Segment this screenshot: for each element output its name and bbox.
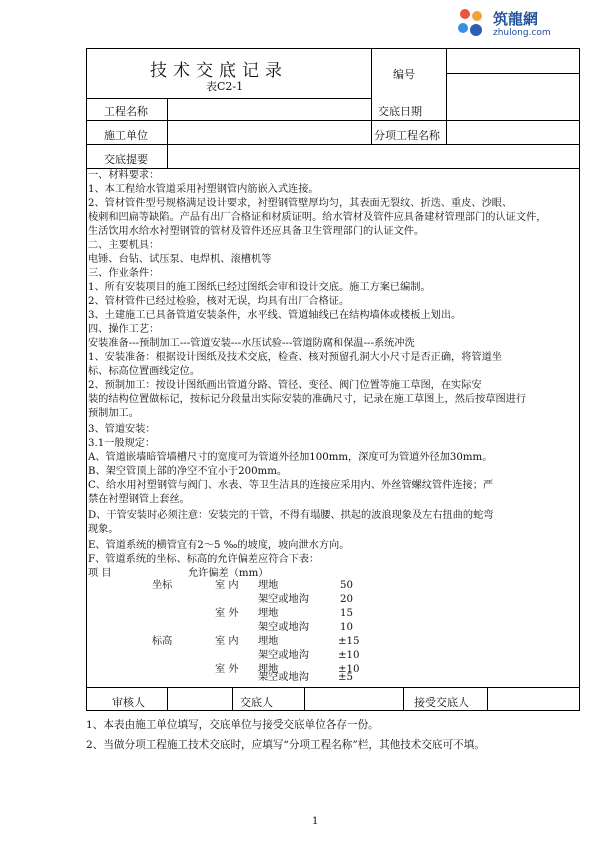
tolerance-item: 坐标	[152, 580, 173, 591]
logo-name: 筑龍網	[493, 10, 539, 28]
tolerance-location: 室 外	[215, 664, 239, 675]
handover-person-label: 交底人	[240, 696, 273, 709]
content-line: 2、预制加工：按设计图纸画出管道分路、管径、变径、阀门位置等施工草图，在实际安	[88, 380, 482, 391]
construction-unit-label: 施工单位	[104, 129, 148, 142]
summary-label: 交底提要	[104, 153, 148, 166]
content-line: 装的结构位置做标记，按标记分段量出实际安装的准确尺寸，记录在施工草图上，然后按草图进行	[88, 394, 527, 405]
content-line: 预制加工。	[88, 408, 139, 419]
content-line: F、管道系统的坐标、标高的允许偏差应符合下表：	[88, 554, 320, 565]
tolerance-value: ±15	[338, 636, 360, 647]
content-line: B、架空管顶上部的净空不宜小于200mm。	[88, 466, 288, 477]
divider	[371, 120, 372, 144]
logo-domain: zhulong.com	[493, 28, 551, 38]
divider	[167, 687, 168, 711]
tolerance-type: 架空或地沟	[258, 594, 309, 605]
tolerance-type: 埋地	[258, 608, 279, 619]
divider	[86, 168, 580, 169]
content-line: 现象。	[88, 524, 119, 535]
divider	[86, 98, 371, 99]
divider	[446, 48, 447, 120]
content-line: 1、本工程给水管道采用衬塑钢管内筋嵌入式连接。	[88, 184, 319, 195]
tolerance-location: 室 内	[215, 636, 239, 647]
tolerance-header-item: 项 目	[88, 568, 112, 579]
content-line: 棱刺和凹扁等缺陷。产品有出厂合格证和材质证明。给水管材及管件应具备建材管理部门的认证文件，	[88, 212, 547, 223]
tolerance-type: 埋地	[258, 580, 279, 591]
content-line: 1、安装准备：根据设计图纸及技术交底，检查、核对预留孔洞大小尺寸是否正确，将管道坐	[88, 352, 502, 363]
content-line: D、干管安装时必须注意：安装完的干管，不得有塌腰、拱起的波浪现象及左右扭曲的蛇弯	[88, 510, 494, 521]
tolerance-value: 50	[340, 580, 353, 591]
content-line: 二、主要机具：	[88, 240, 160, 251]
tolerance-type: 架空或地沟	[258, 672, 309, 683]
tolerance-header-value: 允许偏差（mm）	[188, 568, 269, 579]
content-line: 一、材料要求：	[88, 170, 160, 181]
content-line: 禁在衬塑钢管上套丝。	[88, 494, 190, 505]
content-line: 2、管材管件已经过检验，核对无误，均具有出厂合格证。	[88, 296, 350, 307]
number-label: 编号	[393, 68, 415, 81]
divider	[86, 144, 580, 145]
divider	[304, 687, 305, 711]
logo	[455, 6, 575, 44]
form-subtitle: 表C2-1	[206, 80, 244, 93]
divider	[86, 687, 580, 688]
tolerance-location: 室 外	[215, 608, 239, 619]
content-line: C、给水用衬塑钢管与阀门、水表、等卫生洁具的连接应采用内、外丝管螺纹管件连接；严	[88, 480, 494, 491]
content-line: E、管道系统的横管宜有2～5 ‰的坡度，坡向泄水方向。	[88, 540, 350, 551]
tolerance-type: 埋地	[258, 664, 279, 675]
divider	[446, 120, 447, 144]
content-line: 电锤、台钻、试压泵、电焊机、滚槽机等	[88, 254, 272, 265]
content-line: 标、标高位置画线定位。	[88, 366, 201, 377]
content-line: 三、作业条件：	[88, 268, 160, 279]
divider	[232, 687, 233, 711]
reviewer-label: 审核人	[112, 696, 145, 709]
content-line: 四、操作工艺：	[88, 324, 160, 335]
divider	[487, 687, 488, 711]
tolerance-item: 标高	[152, 636, 173, 647]
tolerance-value: ±5	[338, 672, 354, 683]
divider	[371, 48, 372, 120]
content-line: A、管道嵌墙暗管墙槽尺寸的宽度可为管道外径加100mm，深度可为管道外径加30mm。	[88, 452, 493, 463]
logo-icon	[455, 6, 489, 40]
tolerance-value: 10	[340, 622, 353, 633]
content-line: 2、管材管件型号规格满足设计要求，衬塑钢管壁厚均匀，其表面无裂纹、折迭、重皮、沙眼、	[88, 198, 513, 209]
sub-project-label: 分项工程名称	[374, 129, 440, 142]
page-number: 1	[312, 816, 319, 827]
tolerance-value: ±10	[338, 650, 360, 661]
content-line: 安装准备---预制加工---管道安装---水压试验---管道防腐和保温---系统冲洗	[88, 338, 415, 349]
divider	[86, 120, 580, 121]
note: 2、当做分项工程施工技术交底时，应填写“分项工程名称”栏，其他技术交底可不填。	[86, 739, 485, 751]
project-name-label: 工程名称	[104, 105, 148, 118]
divider	[446, 73, 580, 74]
tolerance-location: 室 内	[215, 580, 239, 591]
divider	[403, 687, 404, 711]
divider	[167, 98, 168, 168]
form-title: 技术交底记录	[150, 61, 288, 81]
tolerance-value: 20	[340, 594, 353, 605]
tolerance-type: 架空或地沟	[258, 650, 309, 661]
tolerance-value: ±10	[338, 664, 360, 675]
tolerance-type: 架空或地沟	[258, 622, 309, 633]
content-line: 3、土建施工已具备管道安装条件，水平线、管道轴线已在结构墙体或楼板上划出。	[88, 310, 462, 321]
content-line: 3.1一般规定：	[88, 438, 156, 449]
note: 1、本表由施工单位填写，交底单位与接受交底单位各存一份。	[86, 719, 379, 731]
content-line: 3、管道安装：	[88, 424, 156, 435]
receiver-label: 接受交底人	[414, 696, 469, 709]
tolerance-value: 15	[340, 608, 353, 619]
content-line: 1、所有安装项目的施工图纸已经过图纸会审和设计交底。施工方案已编制。	[88, 282, 431, 293]
tolerance-type: 埋地	[258, 636, 279, 647]
handover-date-label: 交底日期	[378, 105, 422, 118]
content-line: 生活饮用水给水衬塑钢管的管材及管件还应具备卫生管理部门的认证文件。	[88, 226, 425, 237]
